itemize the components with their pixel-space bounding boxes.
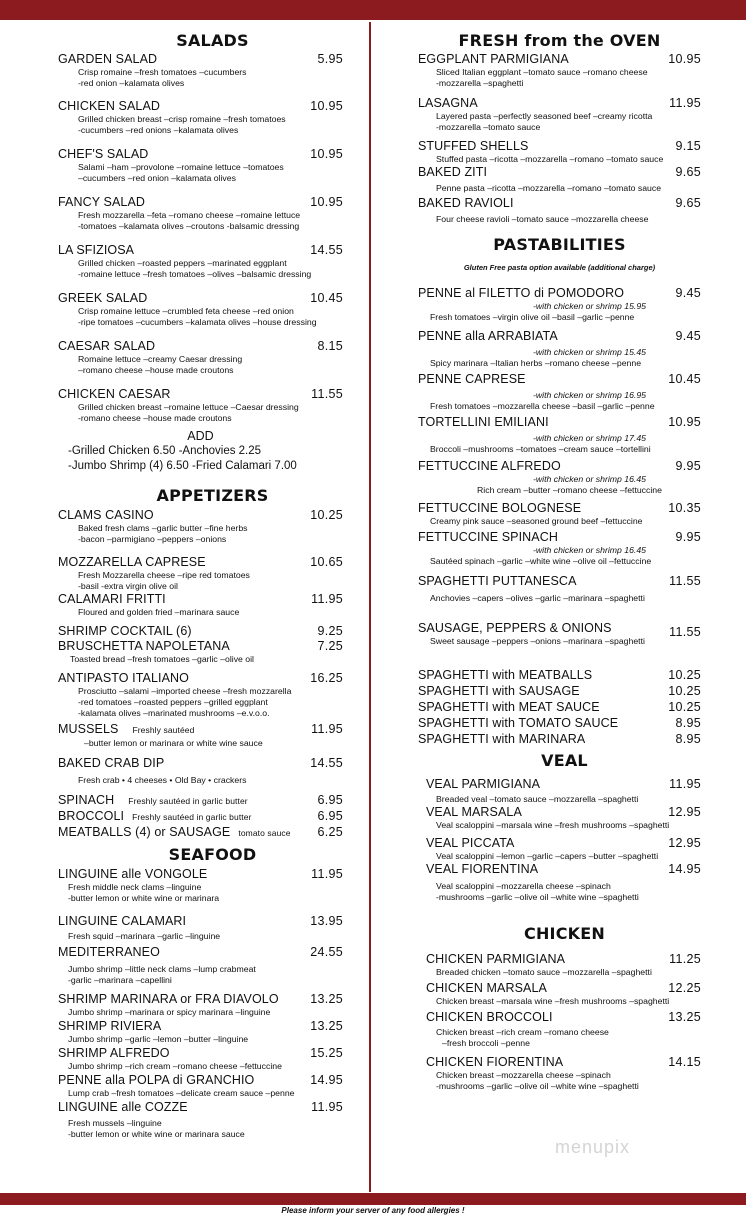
item-desc: Breaded chicken –tomato sauce –mozzarella –spaghetti xyxy=(436,967,652,977)
veal-item xyxy=(426,777,701,805)
pasta-item xyxy=(418,286,701,323)
item-price: 9.65 xyxy=(675,165,701,179)
item-desc: -mushrooms –garlic –olive oil –white wine –spaghetti xyxy=(436,1081,639,1091)
item-price: 9.25 xyxy=(317,624,343,638)
pasta-item xyxy=(418,530,701,567)
item-price: 10.25 xyxy=(310,508,343,522)
item-name: LA SFIZIOSA xyxy=(58,243,135,257)
item-name: FETTUCCINE ALFREDO xyxy=(418,459,561,473)
bottom-bar xyxy=(0,1193,746,1205)
item-desc: Four cheese ravioli –tomato sauce –mozzarella cheese xyxy=(436,214,649,224)
item-name: CHICKEN SALAD xyxy=(58,99,161,113)
item-desc: Lump crab –fresh tomatoes –delicate cream sauce –penne xyxy=(68,1088,295,1098)
item-desc: Jumbo shrimp –marinara or spicy marinara –linguine xyxy=(68,1007,271,1017)
item-price: 9.95 xyxy=(675,530,701,544)
salad-item xyxy=(58,99,343,136)
item-desc: Rich cream –butter –romano cheese –fettuccine xyxy=(477,485,662,495)
item-desc: -kalamata olives –marinated mushrooms –e.v.o.o. xyxy=(78,708,270,718)
item-price: 11.95 xyxy=(311,592,343,606)
item-name: SHRIMP ALFREDO xyxy=(58,1046,170,1060)
item-desc: Veal scaloppini –mozzarella cheese –spinach xyxy=(436,881,611,891)
item-name: MEATBALLS (4) or SAUSAGE xyxy=(58,825,231,839)
seafood-item xyxy=(58,945,343,986)
item-desc: Veal scaloppini –marsala wine –fresh mushrooms –spaghetti xyxy=(436,820,670,830)
item-desc: Baked fresh clams –garlic butter –fine herbs xyxy=(78,523,248,533)
item-price: 10.95 xyxy=(310,195,343,209)
appetizer-item xyxy=(58,809,343,825)
appetizer-item xyxy=(58,756,343,786)
appetizer-item xyxy=(58,793,343,809)
item-name: ANTIPASTO ITALIANO xyxy=(58,671,189,685)
appetizer-item xyxy=(58,508,343,545)
oven-item xyxy=(418,52,701,89)
item-desc: Chicken breast –rich cream –romano cheese xyxy=(436,1027,609,1037)
item-desc: Crisp romaine –fresh tomatoes –cucumbers xyxy=(78,67,247,77)
item-name: GARDEN SALAD xyxy=(58,52,158,66)
item-note: tomato sauce xyxy=(238,828,291,838)
item-price: 11.95 xyxy=(669,96,701,110)
item-desc: Jumbo shrimp –little neck clams –lump crabmeat xyxy=(68,964,256,974)
item-desc: -red tomatoes –roasted peppers –grilled eggplant xyxy=(78,697,268,707)
veal-section xyxy=(418,777,701,903)
item-desc: -butter lemon or white wine or marinara xyxy=(68,893,220,903)
item-price: 11.95 xyxy=(669,777,701,791)
item-desc: -bacon –parmigiano –peppers –onions xyxy=(78,534,227,544)
salad-item xyxy=(58,147,343,184)
item-price: 12.95 xyxy=(668,805,701,819)
item-price: 14.95 xyxy=(668,862,701,876)
item-name: BAKED RAVIOLI xyxy=(418,196,514,210)
item-price: 13.25 xyxy=(668,1010,701,1024)
item-price: 10.35 xyxy=(668,501,701,515)
item-desc: Chicken breast –marsala wine –fresh mushrooms –spaghetti xyxy=(436,996,670,1006)
item-price: 10.25 xyxy=(668,684,701,698)
item-desc: –fresh broccoli –penne xyxy=(442,1038,530,1048)
appetizer-item xyxy=(58,555,343,592)
oven-item xyxy=(418,165,701,194)
item-name: CHICKEN MARSALA xyxy=(426,981,547,995)
item-price: 10.95 xyxy=(310,99,343,113)
item-desc: –cucumbers –red onion –kalamata olives xyxy=(78,173,236,183)
item-desc: Chicken breast –mozzarella cheese –spinach xyxy=(436,1070,611,1080)
left-column xyxy=(58,22,343,1140)
item-desc: -cucumbers –red onions –kalamata olives xyxy=(78,125,239,135)
item-price: 12.95 xyxy=(668,836,701,850)
item-addon: -with chicken or shrimp 15.95 xyxy=(533,301,646,311)
item-desc: -ripe tomatoes –cucumbers –kalamata olives –house dressing xyxy=(78,317,317,327)
item-desc: -red onion –kalamata olives xyxy=(78,78,185,88)
chicken-heading: CHICKEN xyxy=(524,924,605,943)
item-price: 10.45 xyxy=(668,372,701,386)
appetizers-heading: APPETIZERS xyxy=(156,486,269,505)
item-price: 10.25 xyxy=(668,668,701,682)
item-desc: Prosciutto –salami –imported cheese –fresh mozzarella xyxy=(78,686,292,696)
salad-item xyxy=(58,387,343,424)
item-desc: -garlic –marinara –capellini xyxy=(68,975,172,985)
salad-item xyxy=(58,339,343,376)
item-desc: Fresh mozzarella –feta –romano cheese –romaine lettuce xyxy=(78,210,301,220)
seafood-item xyxy=(58,1019,343,1045)
item-desc: Crisp romaine lettuce –crumbled feta cheese –red onion xyxy=(78,306,294,316)
column-divider xyxy=(369,22,371,1192)
add-line: -Grilled Chicken 6.50 -Anchovies 2.25 xyxy=(68,445,262,457)
item-price: 8.95 xyxy=(675,732,701,746)
add-line: -Jumbo Shrimp (4) 6.50 -Fried Calamari 7.00 xyxy=(68,460,297,472)
item-desc: –romano cheese –house made croutons xyxy=(78,365,234,375)
item-name: MUSSELS xyxy=(58,722,119,736)
salad-item xyxy=(58,195,343,232)
item-name: LINGUINE alle COZZE xyxy=(58,1100,188,1114)
item-addon: -with chicken or shrimp 15.45 xyxy=(533,347,646,357)
seafood-item xyxy=(58,1100,343,1140)
item-price: 15.25 xyxy=(310,1046,343,1060)
item-desc: Fresh middle neck clams –linguine xyxy=(68,882,202,892)
item-desc: Breaded veal –tomato sauce –mozzarella –spaghetti xyxy=(436,794,639,804)
item-name: SHRIMP MARINARA or FRA DIAVOLO xyxy=(58,992,279,1006)
salads-heading: SALADS xyxy=(176,31,249,50)
item-name: SPINACH xyxy=(58,793,115,807)
seafood-item xyxy=(58,1046,343,1072)
item-name: SPAGHETTI with MEATBALLS xyxy=(418,668,593,682)
item-name: LINGUINE alle VONGOLE xyxy=(58,867,208,881)
item-price: 5.95 xyxy=(317,52,343,66)
item-name: SPAGHETTI with MEAT SAUCE xyxy=(418,700,600,714)
top-bar xyxy=(0,0,746,20)
item-price: 14.55 xyxy=(310,756,343,770)
salad-item xyxy=(58,243,343,280)
item-note: Freshly sautéed xyxy=(132,725,195,735)
item-desc: Sliced Italian eggplant –tomato sauce –romano cheese xyxy=(436,67,648,77)
item-price: 11.95 xyxy=(311,1100,343,1114)
seafood-item xyxy=(58,1073,343,1099)
spaghetti-list xyxy=(418,667,701,747)
item-desc: Fresh tomatoes –mozzarella cheese –basil –garlic –penne xyxy=(430,401,655,411)
item-price: 9.45 xyxy=(675,329,701,343)
oven-item xyxy=(418,96,701,133)
item-price: 9.15 xyxy=(675,139,701,153)
item-name: BAKED CRAB DIP xyxy=(58,756,165,770)
item-desc: Layered pasta –perfectly seasoned beef –creamy ricotta xyxy=(436,111,653,121)
item-name: SHRIMP COCKTAIL (6) xyxy=(58,624,192,638)
item-desc: Sweet sausage –peppers –onions –marinara –spaghetti xyxy=(430,636,645,646)
appetizer-item xyxy=(58,722,343,749)
item-price: 10.95 xyxy=(310,147,343,161)
pasta-item xyxy=(418,329,701,369)
item-price: 6.95 xyxy=(317,809,343,823)
item-name: SHRIMP RIVIERA xyxy=(58,1019,162,1033)
item-name: SPAGHETTI with SAUSAGE xyxy=(418,684,580,698)
pasta-item xyxy=(418,621,701,647)
item-name: CALAMARI FRITTI xyxy=(58,592,166,606)
item-price: 11.55 xyxy=(669,574,701,588)
item-name: SPAGHETTI with TOMATO SAUCE xyxy=(418,716,619,730)
item-desc: -butter lemon or white wine or marinara sauce xyxy=(68,1129,245,1139)
item-name: PENNE al FILETTO di POMODORO xyxy=(418,286,625,300)
chicken-section xyxy=(418,952,701,1092)
seafood-item xyxy=(58,992,343,1018)
item-price: 11.25 xyxy=(669,952,701,966)
veal-item xyxy=(426,836,701,862)
appetizer-item xyxy=(58,592,343,618)
item-desc: -romano cheese –house made croutons xyxy=(78,413,232,423)
oven-item xyxy=(418,139,701,165)
item-note: Freshly sautéed in garlic butter xyxy=(128,796,248,806)
item-name: PENNE CAPRESE xyxy=(418,372,526,386)
appetizer-item xyxy=(58,624,343,639)
salad-item xyxy=(58,52,343,89)
item-name: VEAL PARMIGIANA xyxy=(426,777,541,791)
item-desc: Creamy pink sauce –seasoned ground beef –fettuccine xyxy=(430,516,643,526)
item-addon: -with chicken or shrimp 16.95 xyxy=(533,390,646,400)
item-desc: –butter lemon or marinara or white wine sauce xyxy=(84,738,263,748)
item-desc: -mozzarella –tomato sauce xyxy=(436,122,541,132)
item-price: 9.95 xyxy=(675,459,701,473)
item-desc: -romaine lettuce –fresh tomatoes –olives –balsamic dressing xyxy=(78,269,312,279)
item-price: 14.15 xyxy=(668,1055,701,1069)
item-name: BAKED ZITI xyxy=(418,165,488,179)
item-desc: Jumbo shrimp –garlic –lemon –butter –linguine xyxy=(68,1034,249,1044)
item-price: 7.25 xyxy=(317,639,343,653)
item-name: CLAMS CASINO xyxy=(58,508,154,522)
item-name: PENNE alla POLPA di GRANCHIO xyxy=(58,1073,255,1087)
item-desc: -basil -extra virgin olive oil xyxy=(78,581,178,591)
item-name: MEDITERRANEO xyxy=(58,945,160,959)
item-name: CAESAR SALAD xyxy=(58,339,156,353)
item-desc: Fresh squid –marinara –garlic –linguine xyxy=(68,931,221,941)
item-note: Freshly sautéed in garlic butter xyxy=(132,812,252,822)
item-addon: -with chicken or shrimp 17.45 xyxy=(533,433,646,443)
item-desc: Grilled chicken –roasted peppers –marinated eggplant xyxy=(78,258,287,268)
item-name: CHEF'S SALAD xyxy=(58,147,149,161)
item-price: 11.55 xyxy=(669,625,701,639)
item-desc: Sautéed spinach –garlic –white wine –olive oil –fettuccine xyxy=(430,556,652,566)
item-name: GREEK SALAD xyxy=(58,291,148,305)
item-name: FETTUCCINE SPINACH xyxy=(418,530,559,544)
item-desc: Fresh tomatoes –virgin olive oil –basil –garlic –penne xyxy=(430,312,635,322)
appetizer-item xyxy=(58,639,343,665)
item-name: LINGUINE CALAMARI xyxy=(58,914,187,928)
item-name: SPAGHETTI with MARINARA xyxy=(418,732,586,746)
item-price: 6.95 xyxy=(317,793,343,807)
item-desc: -mozzarella –spaghetti xyxy=(436,78,524,88)
item-name: CHICKEN BROCCOLI xyxy=(426,1010,553,1024)
item-price: 11.95 xyxy=(311,867,343,881)
chicken-item xyxy=(426,1055,701,1092)
pasta-item xyxy=(418,501,701,527)
item-name: BRUSCHETTA NAPOLETANA xyxy=(58,639,230,653)
item-name: CHICKEN PARMIGIANA xyxy=(426,952,566,966)
item-desc: Jumbo shrimp –rich cream –romano cheese –fettuccine xyxy=(68,1061,282,1071)
chicken-item xyxy=(426,1010,701,1049)
gluten-free-note: Gluten Free pasta option available (additional charge) xyxy=(463,263,656,272)
item-name: VEAL PICCATA xyxy=(426,836,515,850)
pasta-item xyxy=(418,459,701,496)
item-price: 6.25 xyxy=(317,825,343,839)
appetizer-item xyxy=(58,825,343,841)
item-name: CHICKEN FIORENTINA xyxy=(426,1055,564,1069)
item-name: CHICKEN CAESAR xyxy=(58,387,171,401)
item-desc: Veal scaloppini –lemon –garlic –capers –butter –spaghetti xyxy=(436,851,659,861)
item-desc: -tomatoes –kalamata olives –croutons -balsamic dressing xyxy=(78,221,300,231)
salad-item xyxy=(58,291,343,328)
item-desc: -mushrooms –garlic –olive oil –white wine –spaghetti xyxy=(436,892,639,902)
item-desc: Salami –ham –provolone –romaine lettuce –tomatoes xyxy=(78,162,284,172)
item-name: SPAGHETTI PUTTANESCA xyxy=(418,574,577,588)
item-price: 13.25 xyxy=(310,1019,343,1033)
item-desc: Fresh mussels –linguine xyxy=(68,1118,162,1128)
item-price: 14.95 xyxy=(310,1073,343,1087)
seafood-heading: SEAFOOD xyxy=(168,845,257,864)
item-price: 8.95 xyxy=(675,716,701,730)
item-name: VEAL MARSALA xyxy=(426,805,522,819)
item-price: 10.65 xyxy=(310,555,343,569)
pasta-item xyxy=(418,415,701,455)
item-price: 10.45 xyxy=(310,291,343,305)
item-addon: -with chicken or shrimp 16.45 xyxy=(533,474,646,484)
item-price: 11.55 xyxy=(311,387,343,401)
item-desc: Fresh Mozzarella cheese –ripe red tomatoes xyxy=(78,570,250,580)
item-desc: Spicy marinara –Italian herbs –romano cheese –penne xyxy=(430,358,642,368)
veal-item xyxy=(426,862,701,903)
pasta-heading: PASTABILITIES xyxy=(493,235,626,254)
item-price: 13.95 xyxy=(310,914,343,928)
item-desc: Anchovies –capers –olives –garlic –marinara –spaghetti xyxy=(430,593,645,603)
seafood-item xyxy=(58,914,343,942)
item-name: VEAL FIORENTINA xyxy=(426,862,539,876)
item-desc: Grilled chicken breast –romaine lettuce –Caesar dressing xyxy=(78,402,299,412)
item-desc: Toasted bread –fresh tomatoes –garlic –olive oil xyxy=(70,654,254,664)
allergy-note: Please inform your server of any food allergies ! xyxy=(281,1206,465,1215)
item-name: PENNE alla ARRABIATA xyxy=(418,329,558,343)
item-price: 13.25 xyxy=(310,992,343,1006)
item-price: 12.25 xyxy=(668,981,701,995)
item-desc: Grilled chicken breast –crisp romaine –fresh tomatoes xyxy=(78,114,286,124)
item-name: STUFFED SHELLS xyxy=(418,139,529,153)
item-price: 14.55 xyxy=(310,243,343,257)
item-name: EGGPLANT PARMIGIANA xyxy=(418,52,569,66)
item-name: LASAGNA xyxy=(418,96,478,110)
seafood-item xyxy=(58,867,343,904)
item-name: FANCY SALAD xyxy=(58,195,146,209)
item-desc: Stuffed pasta –ricotta –mozzarella –romano –tomato sauce xyxy=(436,154,664,164)
item-name: FETTUCCINE BOLOGNESE xyxy=(418,501,582,515)
item-desc: Romaine lettuce –creamy Caesar dressing xyxy=(78,354,243,364)
item-desc: Penne pasta –ricotta –mozzarella –romano –tomato sauce xyxy=(436,183,662,193)
item-name: BROCCOLI xyxy=(58,809,125,823)
item-name: MOZZARELLA CAPRESE xyxy=(58,555,206,569)
right-column xyxy=(418,22,701,1092)
oven-heading: FRESH from the OVEN xyxy=(458,31,661,50)
chicken-item xyxy=(426,981,701,1007)
item-desc: Floured and golden fried –marinara sauce xyxy=(78,607,240,617)
oven-item xyxy=(418,196,701,225)
item-price: 10.95 xyxy=(668,415,701,429)
item-name: TORTELLINI EMILIANI xyxy=(418,415,549,429)
item-addon: -with chicken or shrimp 16.45 xyxy=(533,545,646,555)
watermark: menupix xyxy=(555,1137,631,1157)
add-heading: ADD xyxy=(187,429,214,443)
appetizer-item xyxy=(58,671,343,719)
item-price: 8.15 xyxy=(317,339,343,353)
pasta-item xyxy=(418,372,701,412)
item-name: SAUSAGE, PEPPERS & ONIONS xyxy=(418,621,612,635)
item-price: 16.25 xyxy=(310,671,343,685)
veal-heading: VEAL xyxy=(541,751,588,770)
veal-item xyxy=(426,805,701,831)
item-desc: Fresh crab • 4 cheeses • Old Bay • crackers xyxy=(78,775,247,785)
item-price: 11.95 xyxy=(311,722,343,736)
item-desc: Broccoli –mushrooms –tomatoes –cream sauce –tortellini xyxy=(430,444,651,454)
item-price: 9.45 xyxy=(675,286,701,300)
item-price: 9.65 xyxy=(675,196,701,210)
chicken-item xyxy=(426,952,701,978)
item-price: 10.95 xyxy=(668,52,701,66)
pasta-item xyxy=(418,574,701,604)
item-price: 10.25 xyxy=(668,700,701,714)
item-price: 24.55 xyxy=(310,945,343,959)
